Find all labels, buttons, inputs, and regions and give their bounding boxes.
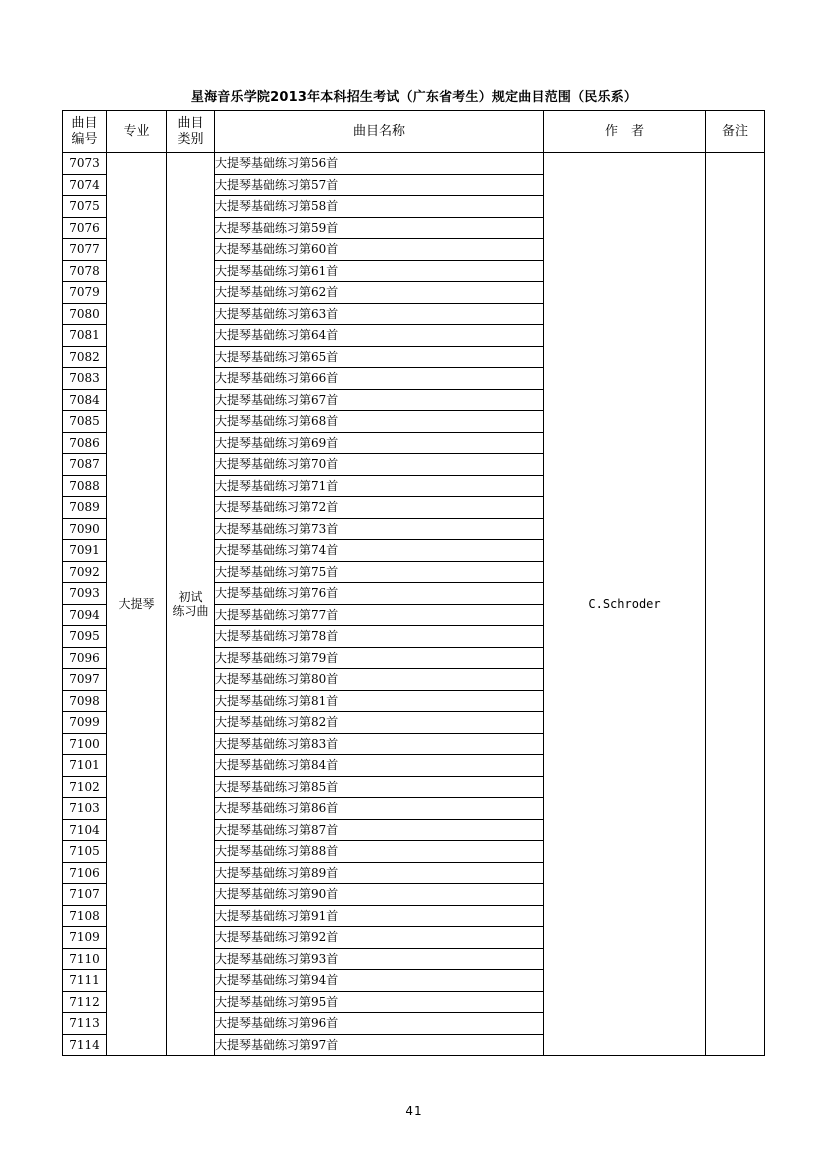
piece-name: 大提琴基础练习第88首: [215, 841, 544, 863]
piece-number: 7099: [63, 712, 107, 734]
piece-number: 7095: [63, 626, 107, 648]
piece-name: 大提琴基础练习第58首: [215, 196, 544, 218]
piece-number: 7112: [63, 991, 107, 1013]
piece-name: 大提琴基础练习第70首: [215, 454, 544, 476]
remark-cell: [706, 153, 765, 1056]
piece-name: 大提琴基础练习第84首: [215, 755, 544, 777]
piece-number: 7074: [63, 174, 107, 196]
piece-number: 7085: [63, 411, 107, 433]
piece-name: 大提琴基础练习第78首: [215, 626, 544, 648]
piece-name: 大提琴基础练习第94首: [215, 970, 544, 992]
piece-name: 大提琴基础练习第85首: [215, 776, 544, 798]
piece-name: 大提琴基础练习第81首: [215, 690, 544, 712]
table-body: [63, 153, 765, 1056]
piece-name: 大提琴基础练习第63首: [215, 303, 544, 325]
header-composer: 作 者: [544, 111, 706, 153]
piece-name: 大提琴基础练习第65首: [215, 346, 544, 368]
piece-name: 大提琴基础练习第74首: [215, 540, 544, 562]
piece-name: 大提琴基础练习第77首: [215, 604, 544, 626]
piece-name: 大提琴基础练习第82首: [215, 712, 544, 734]
piece-number: 7109: [63, 927, 107, 949]
piece-name: 大提琴基础练习第69首: [215, 432, 544, 454]
piece-number: 7090: [63, 518, 107, 540]
piece-name: 大提琴基础练习第60首: [215, 239, 544, 261]
header-piece-name: 曲目名称: [215, 111, 544, 153]
piece-number: 7091: [63, 540, 107, 562]
piece-number: 7110: [63, 948, 107, 970]
piece-number: 7089: [63, 497, 107, 519]
piece-number: 7093: [63, 583, 107, 605]
piece-number: 7105: [63, 841, 107, 863]
piece-number: 7073: [63, 153, 107, 175]
piece-name: 大提琴基础练习第57首: [215, 174, 544, 196]
piece-name: 大提琴基础练习第67首: [215, 389, 544, 411]
piece-name: 大提琴基础练习第97首: [215, 1034, 544, 1056]
piece-name: 大提琴基础练习第92首: [215, 927, 544, 949]
piece-number: 7094: [63, 604, 107, 626]
piece-number: 7078: [63, 260, 107, 282]
piece-name: 大提琴基础练习第75首: [215, 561, 544, 583]
piece-name: 大提琴基础练习第87首: [215, 819, 544, 841]
piece-number: 7076: [63, 217, 107, 239]
piece-number: 7103: [63, 798, 107, 820]
major-cell: 大提琴: [107, 153, 167, 1056]
piece-name: 大提琴基础练习第80首: [215, 669, 544, 691]
piece-number: 7108: [63, 905, 107, 927]
piece-name: 大提琴基础练习第79首: [215, 647, 544, 669]
piece-number: 7084: [63, 389, 107, 411]
piece-number: 7081: [63, 325, 107, 347]
piece-name: 大提琴基础练习第64首: [215, 325, 544, 347]
piece-number: 7079: [63, 282, 107, 304]
header-category: 曲目 类别: [167, 111, 215, 153]
piece-number: 7107: [63, 884, 107, 906]
composer-cell: C.Schroder: [544, 153, 706, 1056]
piece-name: 大提琴基础练习第62首: [215, 282, 544, 304]
piece-name: 大提琴基础练习第72首: [215, 497, 544, 519]
piece-name: 大提琴基础练习第83首: [215, 733, 544, 755]
table-header-row: [63, 111, 765, 153]
piece-name: 大提琴基础练习第76首: [215, 583, 544, 605]
piece-number: 7083: [63, 368, 107, 390]
piece-number: 7077: [63, 239, 107, 261]
page-number: 41: [405, 1104, 423, 1118]
piece-number: 7087: [63, 454, 107, 476]
piece-name: 大提琴基础练习第73首: [215, 518, 544, 540]
piece-number: 7114: [63, 1034, 107, 1056]
table-row: [63, 153, 765, 175]
piece-number: 7101: [63, 755, 107, 777]
piece-name: 大提琴基础练习第59首: [215, 217, 544, 239]
header-number: 曲目 编号: [63, 111, 107, 153]
piece-number: 7086: [63, 432, 107, 454]
piece-number: 7082: [63, 346, 107, 368]
header-remark: 备注: [706, 111, 765, 153]
piece-name: 大提琴基础练习第96首: [215, 1013, 544, 1035]
piece-name: 大提琴基础练习第93首: [215, 948, 544, 970]
piece-name: 大提琴基础练习第86首: [215, 798, 544, 820]
page-title: 星海音乐学院2013年本科招生考试（广东省考生）规定曲目范围（民乐系）: [190, 90, 638, 105]
piece-name: 大提琴基础练习第68首: [215, 411, 544, 433]
repertoire-table: [62, 110, 765, 1056]
piece-name: 大提琴基础练习第61首: [215, 260, 544, 282]
piece-number: 7106: [63, 862, 107, 884]
piece-name: 大提琴基础练习第66首: [215, 368, 544, 390]
piece-name: 大提琴基础练习第95首: [215, 991, 544, 1013]
piece-name: 大提琴基础练习第56首: [215, 153, 544, 175]
piece-number: 7102: [63, 776, 107, 798]
piece-name: 大提琴基础练习第91首: [215, 905, 544, 927]
piece-number: 7075: [63, 196, 107, 218]
piece-name: 大提琴基础练习第89首: [215, 862, 544, 884]
piece-number: 7097: [63, 669, 107, 691]
piece-number: 7111: [63, 970, 107, 992]
piece-number: 7092: [63, 561, 107, 583]
piece-number: 7098: [63, 690, 107, 712]
piece-name: 大提琴基础练习第71首: [215, 475, 544, 497]
piece-number: 7096: [63, 647, 107, 669]
piece-number: 7113: [63, 1013, 107, 1035]
piece-number: 7104: [63, 819, 107, 841]
piece-name: 大提琴基础练习第90首: [215, 884, 544, 906]
piece-number: 7100: [63, 733, 107, 755]
piece-number: 7088: [63, 475, 107, 497]
header-major: 专业: [107, 111, 167, 153]
category-cell: 初试 练习曲: [167, 153, 215, 1056]
piece-number: 7080: [63, 303, 107, 325]
